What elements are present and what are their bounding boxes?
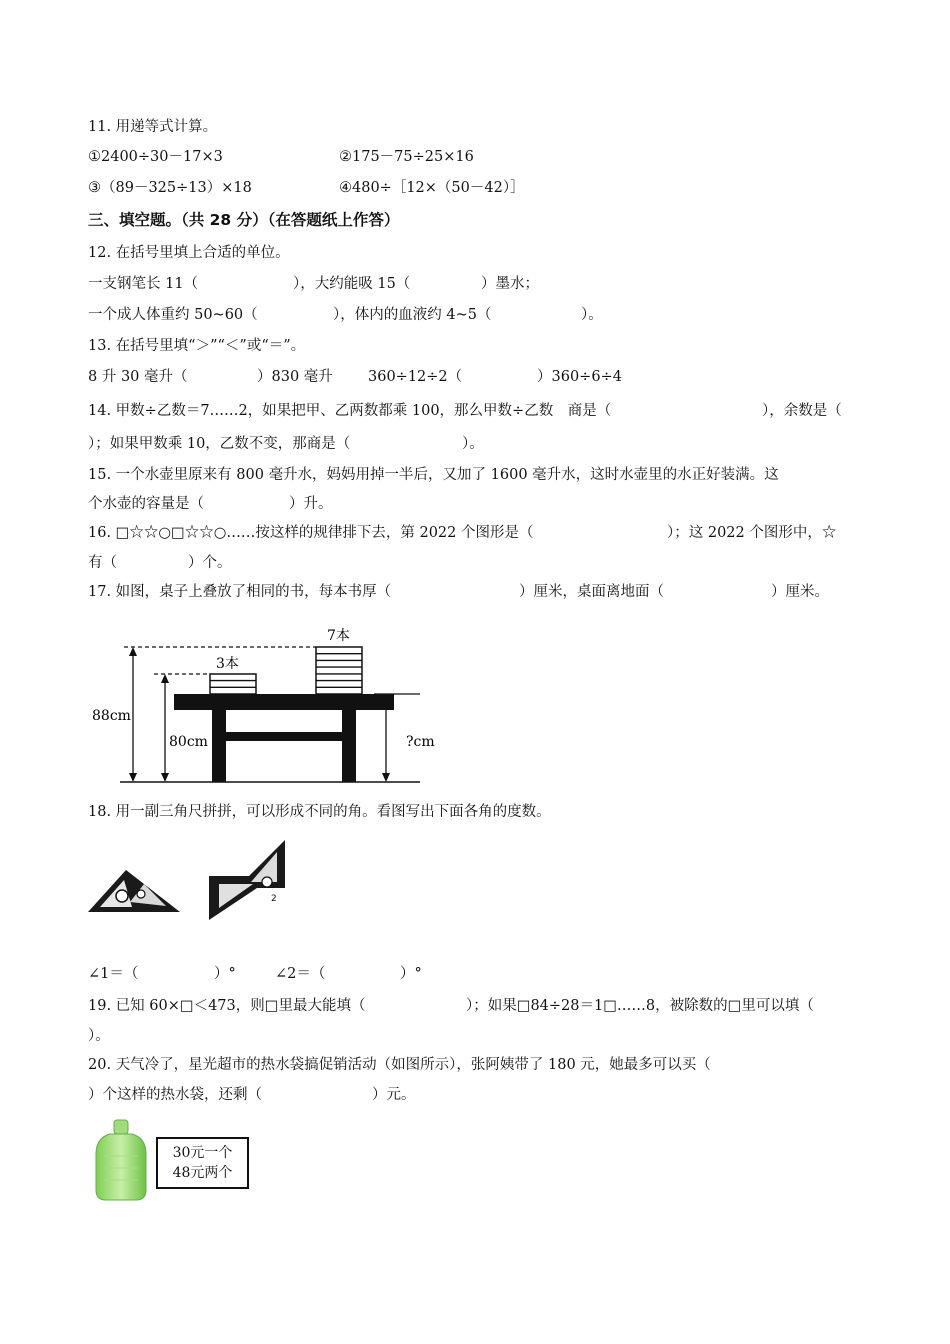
q20-text: ）元。 (372, 1087, 416, 1103)
q12-title: 12. 在括号里填上合适的单位。 (88, 245, 290, 261)
q12-text: 一支钢笔长 11（ (88, 276, 199, 292)
q12-text: ）墨水； (481, 276, 539, 292)
q12-text: ）。 (581, 307, 603, 323)
set-squares-figure-1 (86, 864, 182, 916)
price-double: 48元两个 (172, 1165, 233, 1181)
table-books-figure (80, 620, 460, 790)
q15-text: 15. 一个水壶里原来有 800 毫升水，妈妈用掉一半后，又加了 1600 毫升水，这时水壶里的水正好装满。这 (88, 467, 779, 483)
q20-text: ）个这样的热水袋，还剩（ (88, 1087, 262, 1103)
q16-text: 16. □☆☆○□☆☆○……按这样的规律排下去，第 2022 个图形是（ (88, 525, 534, 541)
q18-answer: ）° (214, 966, 236, 982)
q11-expr-3: ③（89－325÷13）×18 (88, 180, 252, 196)
q15-text: ）升。 (289, 496, 333, 512)
label-three-books: 3本 (216, 656, 239, 672)
label-table-height: ?cm (406, 734, 435, 750)
q13-text: 8 升 30 毫升（ (88, 369, 188, 385)
q13-title: 13. 在括号里填“＞”“＜”或“＝”。 (88, 338, 306, 354)
q12-text: 一个成人体重约 50~60（ (88, 307, 258, 323)
q12-text: ），体内的血液约 4~5（ (333, 307, 492, 323)
price-single: 30元一个 (172, 1145, 233, 1161)
q17-text: 17. 如图，桌子上叠放了相同的书，每本书厚（ (88, 584, 392, 600)
q19-text: ）。 (88, 1028, 110, 1044)
q14-text: ），余数是（ (762, 403, 842, 419)
q12-text: ），大约能吸 15（ (293, 276, 411, 292)
q16-text: ）个。 (188, 555, 232, 571)
q13-text: ）360÷6÷4 (537, 369, 622, 385)
section-heading: 三、填空题。（共 28 分）（在答题纸上作答） (88, 211, 400, 229)
q17-text: ）厘米。 (771, 584, 829, 600)
q11-title: 11. 用递等式计算。 (88, 119, 218, 135)
q14-text: ）。 (462, 436, 484, 452)
q11-expr-4: ④480÷［12×（50－42）］ (339, 180, 525, 196)
q18-answer: ∠1＝（ (88, 966, 139, 982)
q13-text: ）830 毫升 (257, 369, 333, 385)
q18-title: 18. 用一副三角尺拼拼，可以形成不同的角。看图写出下面各角的度数。 (88, 804, 551, 820)
label-80cm: 80cm (169, 734, 208, 750)
q15-text: 个水壶的容量是（ (88, 496, 204, 512)
q16-text: 有（ (88, 555, 117, 571)
q19-text: 19. 已知 60×□＜473，则□里最大能填（ (88, 998, 366, 1014)
q18-answer: ∠2＝（ (275, 966, 326, 982)
q11-expr-2: ②175－75÷25×16 (339, 149, 474, 165)
q14-text: 14. 甲数÷乙数＝7……2，如果把甲、乙两数都乘 100，那么甲数÷乙数 商是（ (88, 403, 612, 419)
hot-water-bag-image (94, 1118, 150, 1202)
q16-text: ）；这 2022 个图形中，☆ (667, 525, 837, 541)
label-seven-books: 7本 (327, 628, 350, 644)
label-88cm: 88cm (92, 708, 131, 724)
angle-2-label: 2 (271, 894, 277, 904)
q17-text: ）厘米，桌面离地面（ (519, 584, 664, 600)
q11-expr-1: ①2400÷30－17×3 (88, 149, 223, 165)
q20-text: 20. 天气冷了，星光超市的热水袋搞促销活动（如图所示），张阿姨带了 180 元，她最多可以买（ (88, 1057, 711, 1073)
set-squares-figure-2 (207, 838, 291, 924)
q14-text: ）；如果甲数乘 10，乙数不变，那商是（ (88, 436, 351, 452)
q19-text: ）；如果□84÷28＝1□……8，被除数的□里可以填（ (466, 998, 814, 1014)
q13-text: 360÷12÷2（ (368, 369, 463, 385)
price-box (156, 1137, 249, 1189)
q18-answer: ）° (400, 966, 422, 982)
